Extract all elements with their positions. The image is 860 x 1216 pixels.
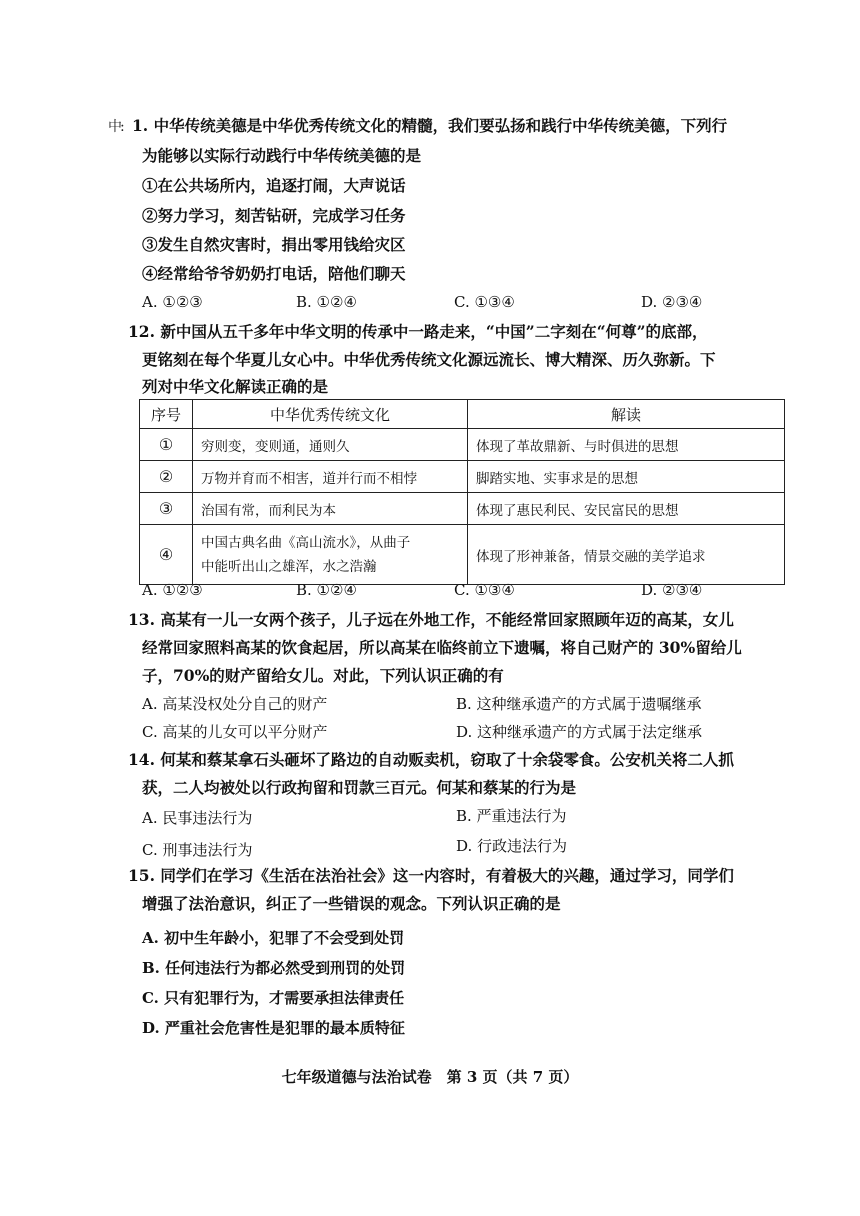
q13-option-c: C. 高某的儿女可以平分财产 (142, 723, 328, 741)
q12-table (139, 399, 785, 585)
row-culture: 穷则变，变则通，通则久 (193, 429, 468, 461)
q13-stem-line1: 13. 高某有一儿一女两个孩子，儿子远在外地工作，不能经常回家照顾年迈的高某，女儿 (128, 610, 734, 629)
table-header-reading: 解读 (468, 400, 785, 429)
row-reading: 体现了形神兼备，情景交融的美学追求 (468, 525, 785, 585)
q13-option-b: B. 这种继承遗产的方式属于遗嘱继承 (456, 695, 702, 713)
q13-option-a: A. 高某没权处分自己的财产 (142, 695, 328, 713)
q14-option-b: B. 严重违法行为 (456, 807, 567, 825)
q12-option-b: B. ①②④ (296, 581, 357, 599)
q12-option-c: C. ①③④ (454, 581, 515, 599)
q11-option-b: B. ①②④ (296, 293, 357, 311)
q12-stem-line2: 更铭刻在每个华夏儿女心中。中华优秀传统文化源远流长、博大精深、历久弥新。下 (142, 350, 716, 369)
row-number: ③ (140, 493, 193, 525)
q11-item-1: ①在公共场所内，追逐打闹，大声说话 (142, 176, 406, 195)
q14-option-d: D. 行政违法行为 (456, 837, 568, 855)
q11-stem-line1: 1. 中华传统美德是中华优秀传统文化的精髓，我们要弘扬和践行中华传统美德，下列行 (132, 116, 728, 135)
q15-option-d: D. 严重社会危害性是犯罪的最本质特征 (142, 1019, 405, 1037)
q11-option-c: C. ①③④ (454, 293, 515, 311)
q14-stem-line1: 14. 何某和蔡某拿石头砸坏了路边的自动贩卖机，窃取了十余袋零食。公安机关将二人抓 (128, 750, 734, 769)
q15-option-a: A. 初中生年龄小，犯罪了不会受到处罚 (142, 929, 405, 947)
row-culture (193, 525, 468, 585)
q13-stem-line2: 经常回家照料高某的饮食起居，所以高某在临终前立下遗嘱，将自己财产的 30%留给儿 (142, 638, 742, 657)
row-culture: 治国有常，而利民为本 (193, 493, 468, 525)
table-row (140, 525, 785, 585)
q14-stem-line2: 获，二人均被处以行政拘留和罚款三百元。何某和蔡某的行为是 (142, 778, 577, 797)
row-culture-line1: 中国古典名曲《高山流水》，从曲子 (201, 534, 411, 551)
table-header-number: 序号 (140, 400, 193, 429)
table-row (140, 429, 785, 461)
q13-option-d: D. 这种继承遗产的方式属于法定继承 (456, 723, 703, 741)
row-culture-line2: 中能听出山之雄浑，水之浩瀚 (201, 558, 377, 575)
margin-mark: 中: (108, 119, 123, 135)
q15-stem-line1: 15. 同学们在学习《生活在法治社会》这一内容时，有着极大的兴趣，通过学习，同学们 (128, 866, 734, 885)
q12-stem-line3: 列对中华文化解读正确的是 (142, 377, 329, 396)
q12-stem-line1: 12. 新中国从五千多年中华文明的传承中一路走来，“中国”二字刻在“何尊”的底部， (128, 322, 708, 341)
q11-option-a: A. ①②③ (142, 293, 203, 311)
q12-option-a: A. ①②③ (142, 581, 203, 599)
q11-item-2: ②努力学习，刻苦钻研，完成学习任务 (142, 206, 406, 225)
row-culture: 万物并育而不相害，道并行而不相悖 (193, 461, 468, 493)
row-reading: 体现了革故鼎新、与时俱进的思想 (468, 429, 785, 461)
table-row (140, 493, 785, 525)
page-footer: 七年级道德与法治试卷 第 3 页（共 7 页） (281, 1068, 579, 1086)
row-reading: 脚踏实地、实事求是的思想 (468, 461, 785, 493)
q13-stem-line3: 子，70%的财产留给女儿。对此，下列认识正确的有 (142, 666, 504, 685)
q12-option-d: D. ②③④ (641, 581, 703, 599)
row-number: ② (140, 461, 193, 493)
q15-stem-line2: 增强了法治意识，纠正了一些错误的观念。下列认识正确的是 (142, 894, 561, 913)
q11-stem-line2: 为能够以实际行动践行中华传统美德的是 (142, 146, 422, 165)
table-header-culture: 中华优秀传统文化 (193, 400, 468, 429)
q11-option-d: D. ②③④ (641, 293, 703, 311)
row-number: ④ (140, 525, 193, 585)
row-number: ① (140, 429, 193, 461)
q11-item-3: ③发生自然灾害时，捐出零用钱给灾区 (142, 235, 406, 254)
q15-option-b: B. 任何违法行为都必然受到刑罚的处罚 (142, 959, 406, 977)
table-row (140, 461, 785, 493)
q11-item-4: ④经常给爷爷奶奶打电话，陪他们聊天 (142, 264, 406, 283)
q15-option-c: C. 只有犯罪行为，才需要承担法律责任 (142, 989, 405, 1007)
row-reading: 体现了惠民利民、安民富民的思想 (468, 493, 785, 525)
q14-option-a: A. 民事违法行为 (142, 809, 253, 827)
q14-option-c: C. 刑事违法行为 (142, 841, 253, 859)
